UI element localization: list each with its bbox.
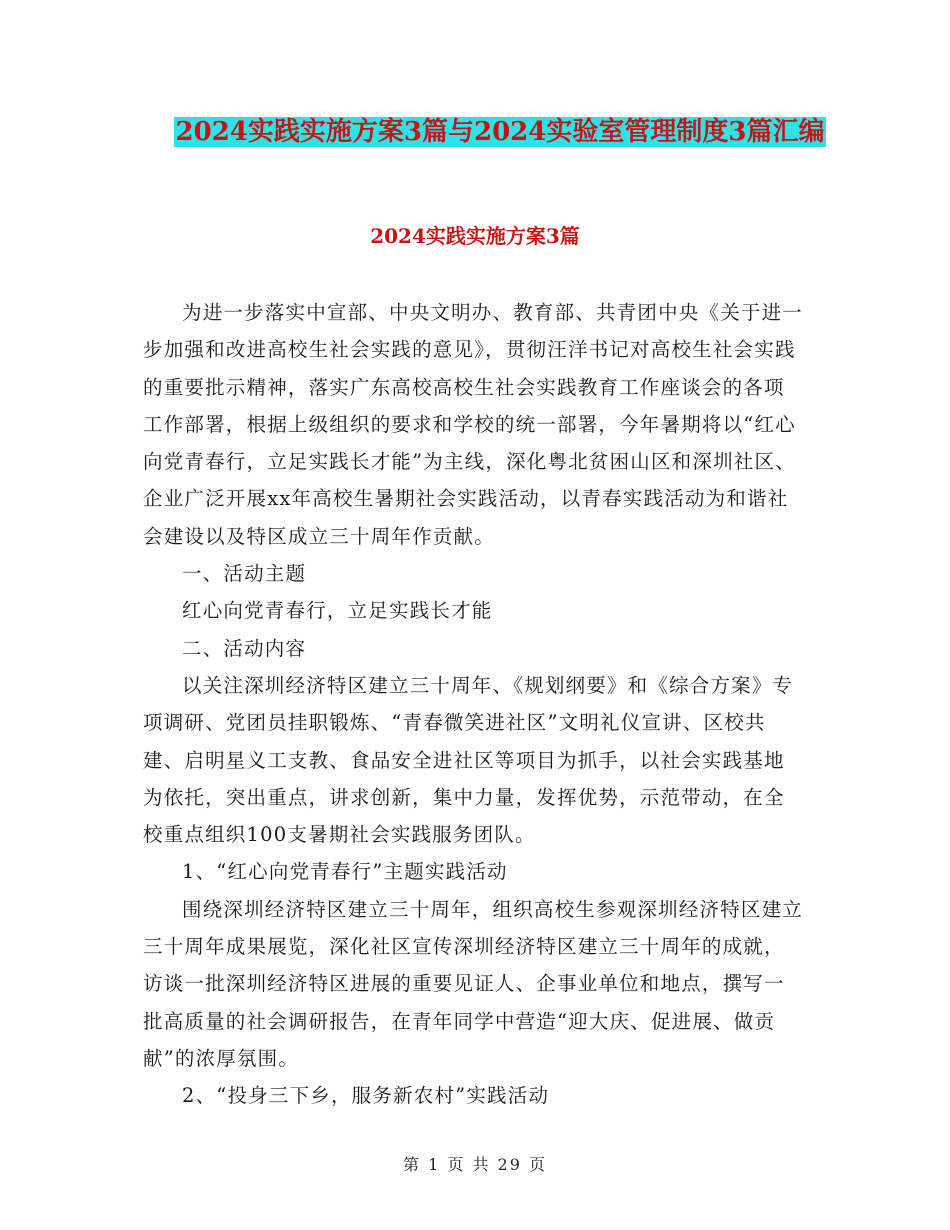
paragraph-intro: 为进一步落实中宣部、中央文明办、教育部、共青团中央《关于进一步加强和改进高校生社会实践的意见》，贯彻汪洋书记对高校生社会实践的重要批示精神，落实广东高校高校生社会实践教育工作座谈会的各项工作部署，根据上级组织的要求和学校的统一部署，今年暑期将以“红心向党青春行，立足实践长才能”为主线，深化粤北贫困山区和深圳社区、企业广泛开展xx年高校生暑期社会实践活动，以青春实践活动为和谐社会建设以及特区成立三十周年作贡献。 — [143, 301, 804, 548]
heading-activity-content: 二、活动内容 — [182, 636, 307, 660]
paragraph-content: 以关注深圳经济特区建立三十周年、《规划纲要》和《综合方案》专项调研、党团员挂职锻炼、“青春微笑进社区”文明礼仪宣讲、区校共建、启明星义工支教、食品安全进社区等项目为抓手，以社会实践基地为依托，突出重点，讲求创新，集中力量，发挥优势，示范带动，在全校重点组织100支暑期社会实践服务团队。 — [143, 673, 794, 847]
document-title-text: 2024实践实施方案3篇与2024实验室管理制度3篇汇编 — [175, 117, 825, 147]
section-title: 2024实践实施方案3篇 — [370, 224, 580, 248]
heading-item-1: 1、“红心向党青春行”主题实践活动 — [182, 860, 508, 884]
paragraph-item-1: 围绕深圳经济特区建立三十周年，组织高校生参观深圳经济特区建立三十周年成果展览，深化社区宣传深圳经济特区建立三十周年的成就，访谈一批深圳经济特区进展的重要见证人、企事业单位和地点，撰写一批高质量的社会调研报告，在青年同学中营造“迎大庆、促进展、做贡献”的浓厚氛围。 — [143, 897, 804, 1070]
heading-item-2: 2、“投身三下乡，服务新农村”实践活动 — [182, 1084, 550, 1108]
paragraph-theme: 红心向党青春行，立足实践长才能 — [182, 599, 493, 623]
heading-activity-theme: 一、活动主题 — [182, 562, 307, 586]
document-body — [143, 294, 803, 1115]
page-number-footer: 第 1 页 共 29 页 — [403, 1155, 547, 1174]
document-title — [120, 108, 880, 156]
